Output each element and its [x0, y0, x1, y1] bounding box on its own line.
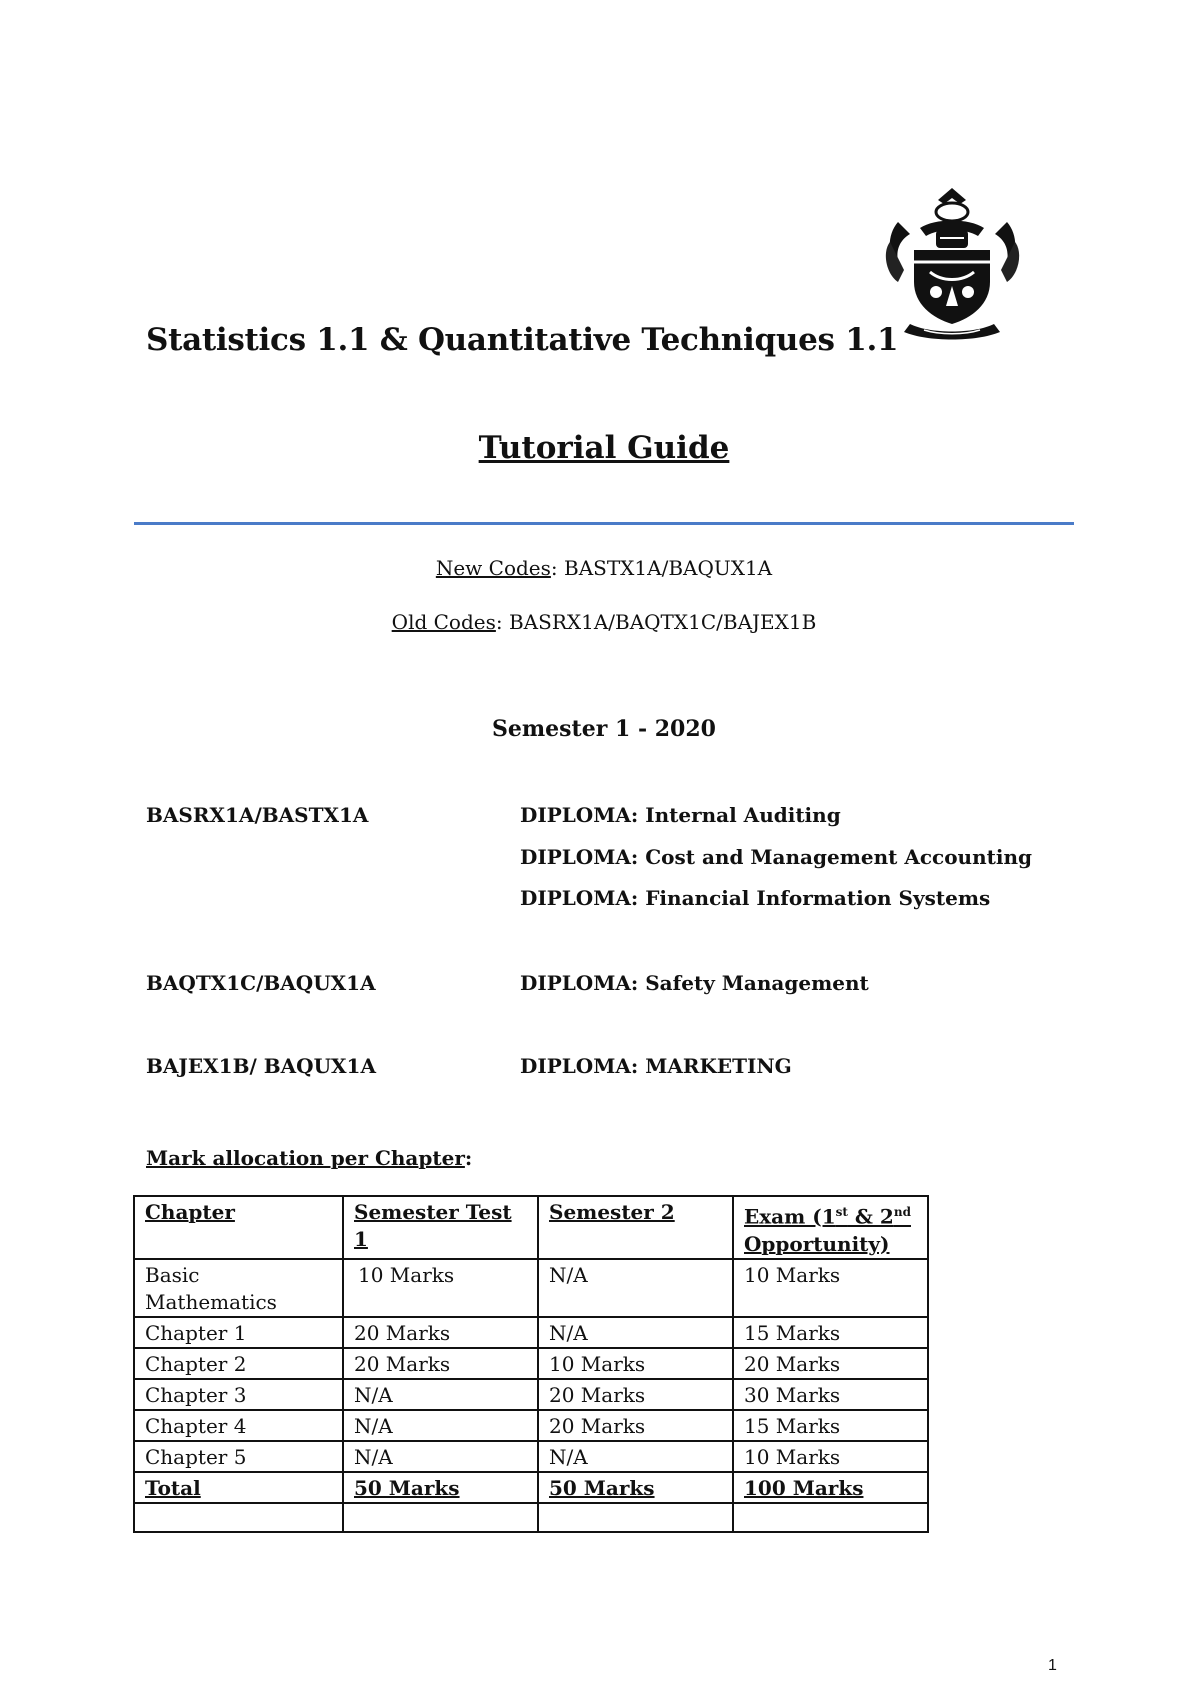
table-cell: N/A: [343, 1441, 538, 1472]
column-header: Semester 2: [538, 1196, 733, 1259]
table-cell: 10 Marks: [343, 1259, 538, 1317]
mark-allocation-table: [133, 1195, 929, 1533]
table-blank-row: [134, 1503, 928, 1532]
semester-heading: Semester 1 - 2020: [492, 716, 716, 742]
table-cell: Chapter 2: [134, 1348, 343, 1379]
programme-diploma: DIPLOMA: Internal Auditing: [520, 803, 841, 827]
table-cell: 10 Marks: [538, 1348, 733, 1379]
table-row: [134, 1410, 928, 1441]
table-cell: N/A: [343, 1410, 538, 1441]
table-cell: N/A: [538, 1441, 733, 1472]
document-title: Statistics 1.1 & Quantitative Techniques 1.1: [146, 322, 899, 358]
new-codes-line: [0, 556, 1200, 580]
document-subtitle: Tutorial Guide: [478, 430, 730, 466]
table-row: [134, 1317, 928, 1348]
table-cell: 15 Marks: [733, 1410, 928, 1441]
programme-code: BAJEX1B/ BAQUX1A: [146, 1054, 376, 1078]
table-cell: 20 Marks: [343, 1317, 538, 1348]
table-cell: 10 Marks: [733, 1441, 928, 1472]
table-cell: N/A: [538, 1259, 733, 1317]
table-cell: 20 Marks: [538, 1410, 733, 1441]
table-cell: 10 Marks: [733, 1259, 928, 1317]
table-cell: 50 Marks: [538, 1472, 733, 1503]
table-cell: 50 Marks: [343, 1472, 538, 1503]
table-row: [134, 1259, 928, 1317]
table-cell: Chapter 3: [134, 1379, 343, 1410]
table-cell: 20 Marks: [733, 1348, 928, 1379]
table-cell: Chapter 1: [134, 1317, 343, 1348]
table-cell: Total: [134, 1472, 343, 1503]
mark-allocation-heading: Mark allocation per Chapter:: [146, 1146, 473, 1170]
page-number: 1: [1048, 1657, 1057, 1674]
programme-code: BASRX1A/BASTX1A: [146, 803, 369, 827]
table-cell: 100 Marks: [733, 1472, 928, 1503]
old-codes-label: Old Codes: [391, 610, 496, 634]
programme-code: BAQTX1C/BAQUX1A: [146, 971, 376, 995]
programme-diploma: DIPLOMA: Safety Management: [520, 971, 869, 995]
table-cell: 20 Marks: [343, 1348, 538, 1379]
table-cell: N/A: [343, 1379, 538, 1410]
table-row: [134, 1348, 928, 1379]
table-cell: 20 Marks: [538, 1379, 733, 1410]
new-codes-label: New Codes: [435, 556, 551, 580]
table-cell: Chapter 5: [134, 1441, 343, 1472]
table-cell: Basic Mathematics: [134, 1259, 343, 1317]
column-header: Semester Test 1: [343, 1196, 538, 1259]
table-header-row: [134, 1196, 928, 1259]
table-cell: Chapter 4: [134, 1410, 343, 1441]
old-codes-line: [0, 610, 1200, 634]
programme-diploma: DIPLOMA: Cost and Management Accounting: [520, 845, 1032, 869]
table-cell: 15 Marks: [733, 1317, 928, 1348]
table-cell: N/A: [538, 1317, 733, 1348]
table-cell: 30 Marks: [733, 1379, 928, 1410]
university-crest-logo: [880, 182, 1025, 342]
new-codes-value: : BASTX1A/BAQUX1A: [550, 556, 773, 580]
column-header: Exam (1st & 2nd Opportunity): [733, 1196, 928, 1259]
programme-diploma: DIPLOMA: Financial Information Systems: [520, 886, 991, 910]
horizontal-divider: [134, 522, 1074, 525]
table-row: [134, 1441, 928, 1472]
table-row: [134, 1379, 928, 1410]
programme-diploma: DIPLOMA: MARKETING: [520, 1054, 792, 1078]
table-total-row: [134, 1472, 928, 1503]
column-header: Chapter: [134, 1196, 343, 1259]
old-codes-value: : BASRX1A/BAQTX1C/BAJEX1B: [495, 610, 817, 634]
